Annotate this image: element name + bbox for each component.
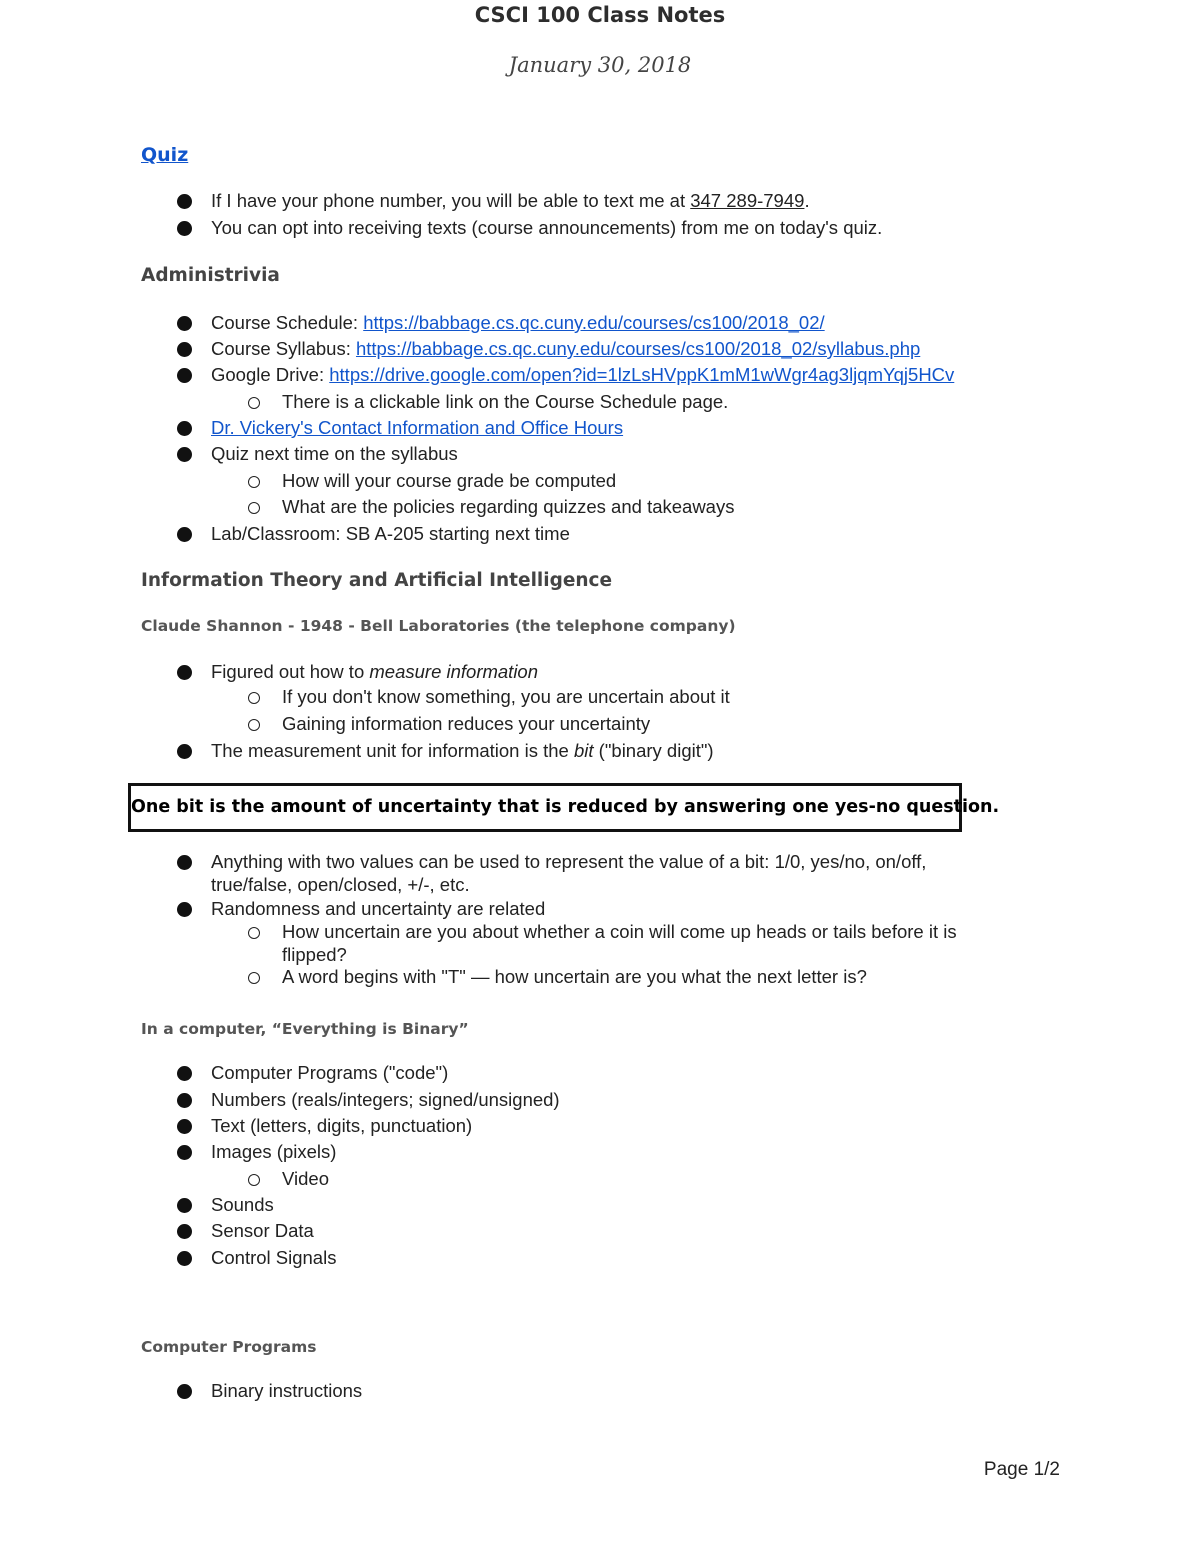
contact-info-link[interactable]: Dr. Vickery's Contact Information and Office Hours (211, 417, 624, 438)
coin-flip-line-1: How uncertain are you about whether a coin will come up heads or tails before it is (282, 921, 957, 942)
measurement-unit-item (211, 739, 714, 762)
bullet-icon (177, 194, 192, 209)
bullet-icon (177, 1251, 192, 1266)
claude-shannon-subheading: Claude Shannon - 1948 - Bell Laboratories (the telephone company) (141, 617, 736, 635)
google-drive-label: Google Drive: (211, 364, 330, 385)
sub-bullet-icon (248, 927, 260, 939)
randomness-item: Randomness and uncertainty are related (211, 898, 546, 919)
bullet-icon (177, 368, 192, 383)
quiz-item-phone (211, 189, 810, 212)
bullet-icon (177, 1198, 192, 1213)
bullet-icon (177, 744, 192, 759)
measurement-unit-post: ("binary digit") (593, 740, 714, 761)
bullet-icon (177, 855, 192, 870)
binary-item-control-signals: Control Signals (211, 1247, 337, 1268)
bullet-icon (177, 447, 192, 462)
course-schedule-item (211, 311, 825, 334)
quiz-heading-link[interactable]: Quiz (141, 144, 189, 166)
lab-classroom-item: Lab/Classroom: SB A-205 starting next time (211, 523, 570, 544)
quiz-item-phone-post: . (804, 190, 810, 211)
two-values-line-1: Anything with two values can be used to represent the value of a bit: 1/0, yes/no, on/off, (211, 851, 927, 872)
coin-flip-line-2: flipped? (282, 944, 347, 965)
sub-bullet-icon (248, 476, 260, 488)
quiz-sub-grade: How will your course grade be computed (282, 470, 617, 491)
measure-info-pre: Figured out how to (211, 661, 370, 682)
binary-item-sensor-data: Sensor Data (211, 1220, 314, 1241)
quiz-item-opt-in: You can opt into receiving texts (course announcements) from me on today's quiz. (211, 217, 883, 238)
google-drive-link[interactable]: https://drive.google.com/open?id=1lzLsHVppK1mM1wWgr4ag3ljqmYqj5HCv (329, 364, 955, 385)
sub-bullet-icon (248, 692, 260, 704)
binary-sub-item-video: Video (282, 1168, 329, 1189)
sub-bullet-icon (248, 397, 260, 409)
binary-instructions-item: Binary instructions (211, 1380, 363, 1401)
two-values-item (211, 850, 926, 896)
bullet-icon (177, 902, 192, 917)
measurement-unit-pre: The measurement unit for information is the (211, 740, 574, 761)
info-theory-heading: Information Theory and Artificial Intelligence (141, 570, 613, 591)
bullet-icon (177, 1066, 192, 1081)
course-syllabus-link[interactable]: https://babbage.cs.qc.cuny.edu/courses/cs100/2018_02/syllabus.php (355, 338, 921, 359)
course-schedule-link[interactable]: https://babbage.cs.qc.cuny.edu/courses/cs100/2018_02/ (363, 312, 825, 333)
bullet-icon (177, 527, 192, 542)
bullet-icon (177, 342, 192, 357)
gaining-info-sub-item: Gaining information reduces your uncertainty (282, 713, 651, 734)
coin-flip-sub-item (282, 920, 957, 966)
administrivia-heading: Administrivia (141, 265, 280, 286)
bullet-icon (177, 1145, 192, 1160)
measure-info-item (211, 660, 538, 683)
binary-item-images: Images (pixels) (211, 1141, 337, 1162)
measure-info-emphasis: measure information (369, 661, 539, 682)
bullet-icon (177, 221, 192, 236)
course-schedule-label: Course Schedule: (211, 312, 364, 333)
sub-bullet-icon (248, 502, 260, 514)
bit-definition-callout: One bit is the amount of uncertainty that is reduced by answering one yes-no question. (128, 783, 962, 832)
quiz-item-phone-pre: If I have your phone number, you will be able to text me at (211, 190, 691, 211)
document-title: CSCI 100 Class Notes (474, 3, 726, 27)
document-date: January 30, 2018 (508, 53, 692, 77)
computer-programs-heading: Computer Programs (141, 1338, 317, 1356)
bullet-icon (177, 1093, 192, 1108)
bullet-icon (177, 665, 192, 680)
binary-item-text: Text (letters, digits, punctuation) (211, 1115, 473, 1136)
bit-emphasis: bit (573, 740, 594, 761)
course-syllabus-label: Course Syllabus: (211, 338, 356, 359)
bullet-icon (177, 421, 192, 436)
quiz-next-item: Quiz next time on the syllabus (211, 443, 458, 464)
bullet-icon (177, 316, 192, 331)
next-letter-sub-item: A word begins with "T" — how uncertain are you what the next letter is? (282, 966, 867, 987)
binary-item-sounds: Sounds (211, 1194, 274, 1215)
sub-bullet-icon (248, 972, 260, 984)
binary-item-numbers: Numbers (reals/integers; signed/unsigned) (211, 1089, 560, 1110)
bullet-icon (177, 1384, 192, 1399)
sub-bullet-icon (248, 719, 260, 731)
binary-item-programs: Computer Programs ("code") (211, 1062, 449, 1083)
quiz-sub-policies: What are the policies regarding quizzes and takeaways (282, 496, 735, 517)
drive-sub-item: There is a clickable link on the Course Schedule page. (282, 391, 729, 412)
everything-binary-heading: In a computer, “Everything is Binary” (141, 1020, 469, 1038)
course-syllabus-item (211, 337, 920, 360)
page-number: Page 1/2 (983, 1459, 1060, 1480)
google-drive-item (211, 363, 954, 386)
two-values-line-2: true/false, open/closed, +/-, etc. (211, 874, 470, 895)
bullet-icon (177, 1119, 192, 1134)
uncertain-sub-item: If you don't know something, you are uncertain about it (282, 686, 730, 707)
sub-bullet-icon (248, 1174, 260, 1186)
phone-number: 347 289-7949 (690, 190, 805, 211)
bullet-icon (177, 1224, 192, 1239)
